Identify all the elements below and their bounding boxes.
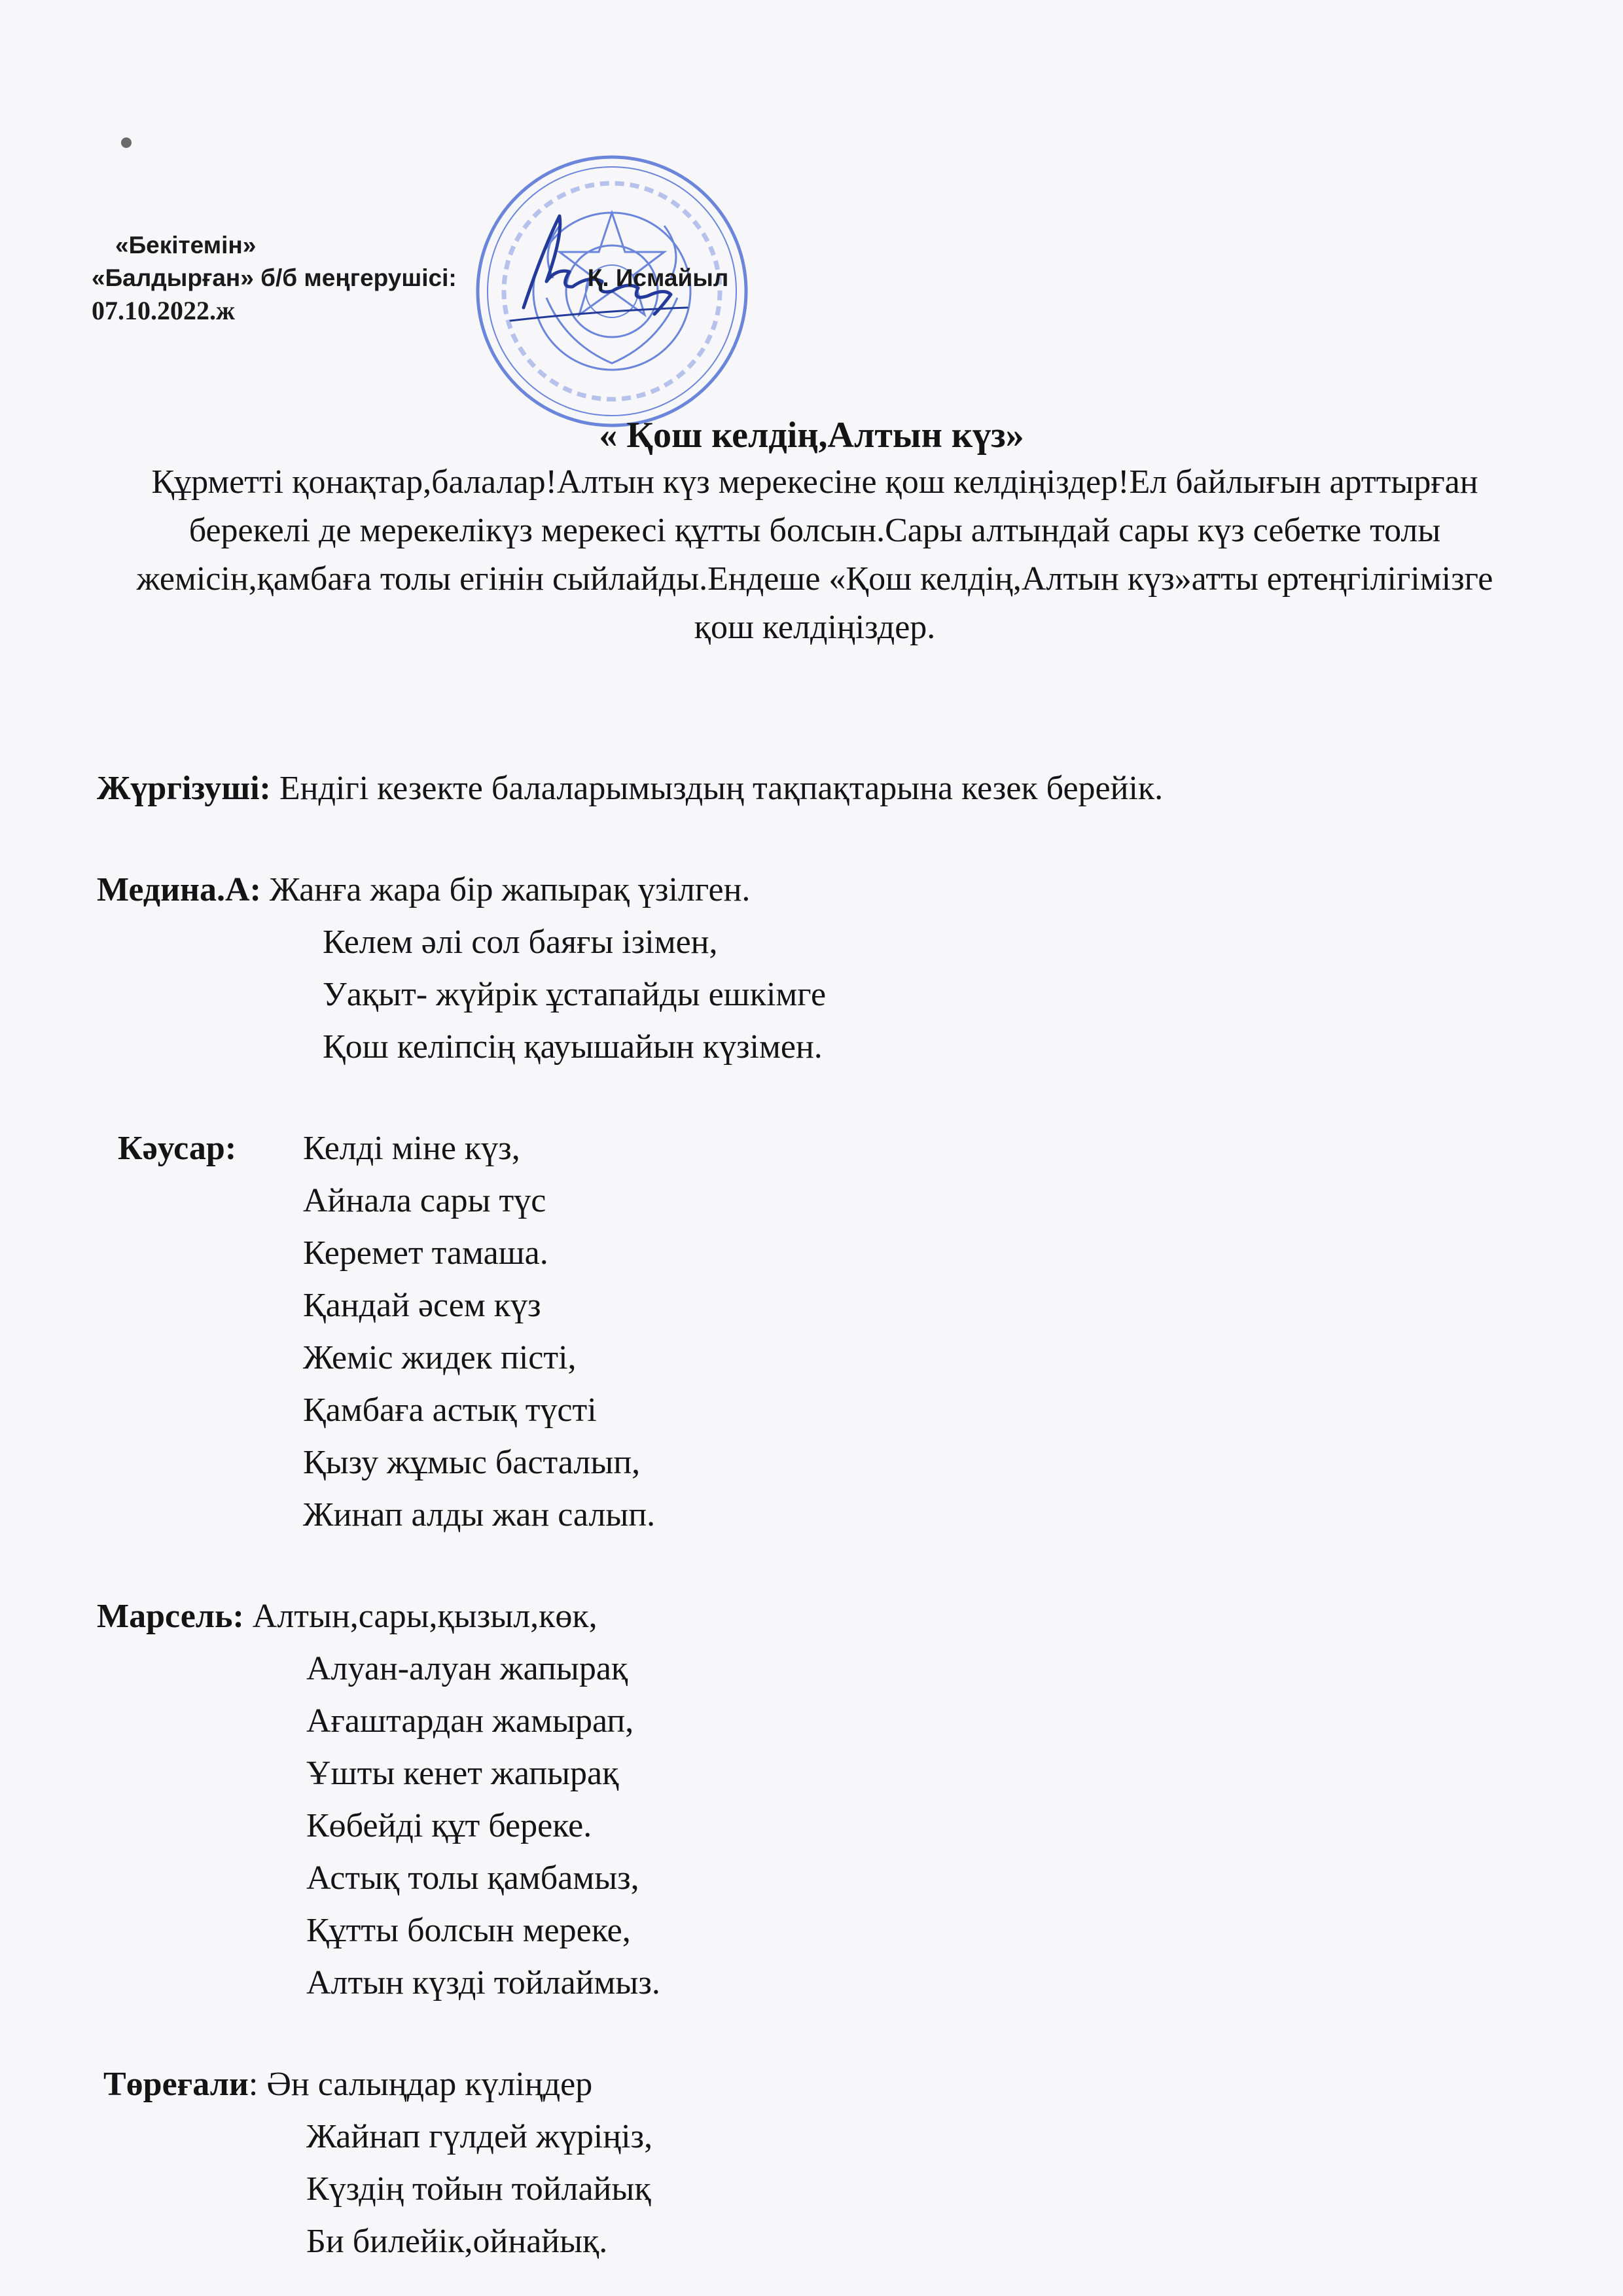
approval-signer: Қ. Исмайыл xyxy=(587,264,729,291)
poem-text: Алтын,сары,қызыл,көк, xyxy=(243,1598,597,1635)
poem-line: Келді міне күз, xyxy=(303,1130,520,1167)
page-title: « Қош келдің,Алтын күз» xyxy=(599,415,1024,456)
poem-text: : Ән салыңдар күліңдер xyxy=(248,2066,593,2103)
poem-line: Қамбаға астық түсті xyxy=(303,1391,597,1429)
poem-line: Жинап алды жан салып. xyxy=(303,1496,656,1534)
approval-position: «Балдырған» б/б меңгерушісі: xyxy=(92,264,457,291)
poem-line: Келем әлі сол баяғы ізімен, xyxy=(323,924,718,961)
poem-speaker: Кәусар: xyxy=(118,1130,237,1167)
poem-line: Уақыт- жүйрік ұстапайды ешкімге xyxy=(323,976,827,1013)
poem-speaker: Медина.А: xyxy=(97,871,261,908)
host-text: Ендігі кезекте балаларымыздың тақпақтарына кезек берейік. xyxy=(270,770,1164,807)
poem-line: Қызу жұмыс басталып, xyxy=(303,1444,641,1481)
poem-line: Қош келіпсің қауышайын күзімен. xyxy=(323,1028,823,1066)
poem-speaker: Төреғали xyxy=(103,2066,249,2103)
approval-heading: «Бекітемін» xyxy=(115,232,257,259)
poem-line: Қандай әсем күз xyxy=(303,1287,541,1324)
poem-line xyxy=(97,1594,597,1640)
poem-line: Алуан-алуан жапырақ xyxy=(306,1650,628,1687)
poem-line: Ұшты кенет жапырақ xyxy=(306,1755,619,1792)
poem-line: Құтты болсын мереке, xyxy=(306,1912,631,1949)
poem-line: Астық толы қамбамыз, xyxy=(306,1859,639,1897)
host-line xyxy=(97,766,1163,812)
host-speaker: Жүргізуші: xyxy=(97,770,271,807)
poem-line: Жеміс жидек пісті, xyxy=(303,1339,577,1376)
poem-line: Күздің тойын тойлайық xyxy=(306,2170,651,2208)
poem-line xyxy=(103,2062,592,2108)
poem-line xyxy=(97,867,750,913)
poem-line: Ағаштардан жамырап, xyxy=(306,1702,634,1740)
poem-line: Жайнап гүлдей жүріңіз, xyxy=(306,2118,653,2155)
poem-speaker: Марсель: xyxy=(97,1598,244,1635)
approval-date: 07.10.2022.ж xyxy=(92,296,236,325)
poem-text: Жанға жара бір жапырақ үзілген. xyxy=(260,871,751,908)
poem-line: Керемет тамаша. xyxy=(303,1234,548,1272)
poem-line: Би билейік,ойнайық. xyxy=(306,2223,608,2260)
intro-paragraph: Құрметті қонақтар,балалар!Алтын күз мерекесіне қош келдіңіздер!Ел байлығын арттырған берекелі де мерекелікүз мерекесі құтты болсын.Сары алтындай сары күз себетке толы жемісін,қамбаға толы егінін сыйлайды.Ендеше «Қош келдің,Алтын күз»атты ертеңгілігімізге қош келдіңіздер. xyxy=(136,463,1493,646)
scan-speck xyxy=(121,137,132,148)
approval-block xyxy=(92,229,728,327)
poem-line: Көбейді құт береке. xyxy=(306,1807,592,1844)
poem-line: Айнала сары түс xyxy=(303,1182,546,1219)
approval-position-line xyxy=(92,262,728,295)
poem-line: Алтын күзді тойлаймыз. xyxy=(306,1964,660,2001)
